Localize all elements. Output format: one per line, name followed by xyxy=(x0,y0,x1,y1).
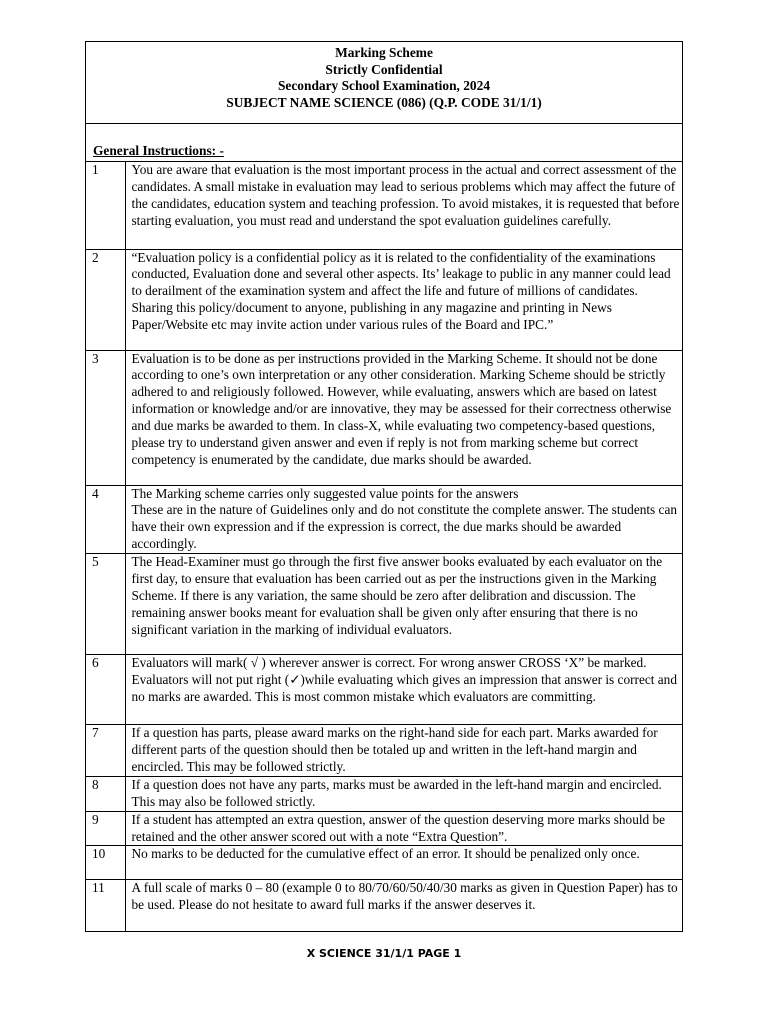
general-instructions-title: General Instructions: - xyxy=(93,143,224,158)
instruction-number: 8 xyxy=(86,776,125,811)
instruction-number: 6 xyxy=(86,655,125,725)
instruction-row xyxy=(86,725,682,777)
instruction-row xyxy=(86,350,682,485)
instruction-text: Evaluation is to be done as per instructions provided in the Marking Scheme. It should not be done according to one’s own interpretation or any other consideration. Marking Scheme should be strictly adhered to and religiously followed. However, while evaluating, answers which are based on latest information or knowledge and/or are innovative, they may be assessed for their correctness otherwise and due marks be awarded to them. In class-X, while evaluating two competency-based questions, please try to understand given answer and even if reply is not from marking scheme but correct competency is enumerated by the candidate, due marks should be awarded. xyxy=(125,350,682,485)
header-exam: Secondary School Examination, 2024 xyxy=(277,78,491,93)
header-title: Marking Scheme xyxy=(335,45,433,60)
instruction-row xyxy=(86,655,682,725)
instruction-text: If a question does not have any parts, marks must be awarded in the left-hand margin and encircled. This may also be followed strictly. xyxy=(125,776,682,811)
instruction-number: 9 xyxy=(86,811,125,846)
instruction-number: 2 xyxy=(86,249,125,350)
instruction-text: If a student has attempted an extra question, answer of the question deserving more marks should be retained and the other answer scored out with a note “Extra Question”. xyxy=(125,811,682,846)
document-header xyxy=(86,42,682,124)
instruction-number: 1 xyxy=(86,162,125,249)
instruction-row xyxy=(86,249,682,350)
instruction-number: 3 xyxy=(86,350,125,485)
instructions-table xyxy=(86,162,682,931)
header-subject: SUBJECT NAME SCIENCE (086) (Q.P. CODE 31/1/1) xyxy=(226,94,542,110)
instruction-number: 7 xyxy=(86,725,125,777)
instruction-row xyxy=(86,846,682,880)
instruction-text: A full scale of marks 0 – 80 (example 0 to 80/70/60/50/40/30 marks as given in Question Paper) has to be used. Please do not hesitate to award full marks if the answer deserves it. xyxy=(125,880,682,931)
instruction-text: The Marking scheme carries only suggested value points for the answers These are in the nature of Guidelines only and do not constitute the complete answer. The students can have their own expression and if the expression is correct, the due marks should be awarded accordingly. xyxy=(125,485,682,554)
header-confidential: Strictly Confidential xyxy=(325,61,443,77)
instruction-row xyxy=(86,811,682,846)
instruction-number: 5 xyxy=(86,554,125,655)
instruction-text: You are aware that evaluation is the most important process in the actual and correct assessment of the candidates. A small mistake in evaluation may lead to serious problems which may affect the future of the candidates, education system and teaching profession. To avoid mistakes, it is requested that before starting evaluation, you must read and understand the spot evaluation guidelines carefully. xyxy=(131,162,680,228)
instruction-text: No marks to be deducted for the cumulative effect of an error. It should be penalized only once. xyxy=(125,846,682,880)
instruction-row xyxy=(86,880,682,931)
page-footer: X SCIENCE 31/1/1 PAGE 1 xyxy=(306,947,462,960)
instruction-row xyxy=(86,162,682,249)
general-instructions-heading-row xyxy=(86,124,682,162)
instruction-row xyxy=(86,554,682,655)
instruction-row xyxy=(86,776,682,811)
instruction-number: 4 xyxy=(86,485,125,554)
instruction-text: If a question has parts, please award marks on the right-hand side for each part. Marks awarded for different parts of the question should then be totaled up and written in the left-hand margin and encircled. This may be followed strictly. xyxy=(125,725,682,777)
instruction-number: 11 xyxy=(86,880,125,931)
instruction-text: Evaluators will mark( √ ) wherever answer is correct. For wrong answer CROSS ‘X” be marked. Evaluators will not put right (✓)while evaluating which gives an impression that answer is correct and no marks are awarded. This is most common mistake which evaluators are committing. xyxy=(125,655,682,725)
instruction-number: 10 xyxy=(86,846,125,880)
instruction-row xyxy=(86,485,682,554)
instruction-text: The Head-Examiner must go through the first five answer books evaluated by each evaluator on the first day, to ensure that evaluation has been carried out as per the instructions given in the Marking Scheme. If there is any variation, the same should be zero after delibration and discussion. The remaining answer books meant for evaluation shall be given only after ensuring that there is no significant variation in the marking of individual evaluators. xyxy=(125,554,682,655)
marking-scheme-frame xyxy=(85,41,683,932)
instruction-text: “Evaluation policy is a confidential policy as it is related to the confidentiality of the examinations conducted, Evaluation done and several other aspects. Its’ leakage to public in any manner could lead to derailment of the examination system and affect the life and future of millions of candidates. Sharing this policy/document to anyone, publishing in any magazine and printing in News Paper/Website etc may invite action under various rules of the Board and IPC.” xyxy=(125,249,682,350)
